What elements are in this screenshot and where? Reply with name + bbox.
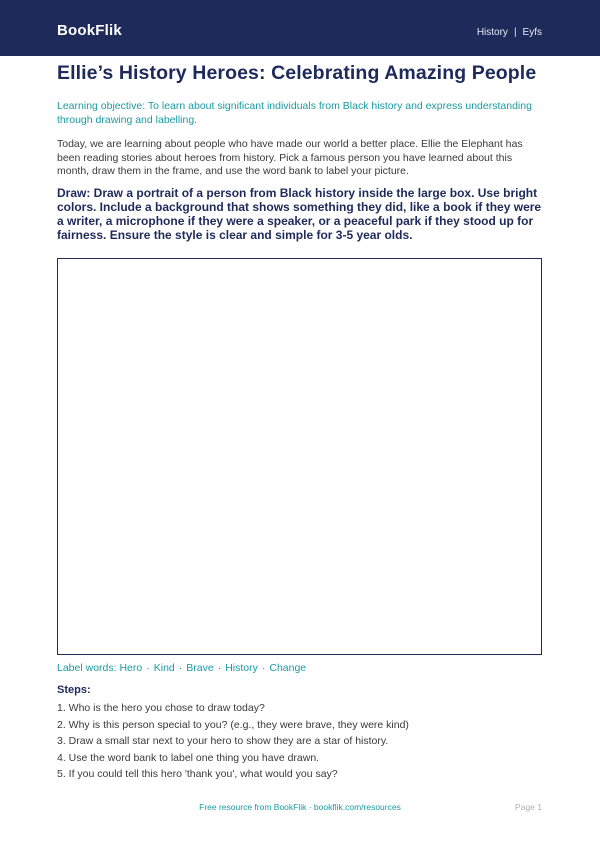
breadcrumb-separator: | [513,27,517,38]
word-bank-label: Label words: [57,662,117,674]
word-bank-word: Brave [186,662,214,674]
brand-logo[interactable]: BookFlik [57,22,122,39]
word-bank-word: Kind [153,662,175,674]
steps-list [57,701,409,784]
word-separator: · [217,662,222,674]
drawing-frame[interactable] [57,258,542,655]
intro-paragraph: Today, we are learning about people who have made our world a better place. Ellie the Elephant has been reading stories about heroes from history. Pick a famous person you have learned about this month, draw them in the frame, and use the word bank to label your picture. [57,138,523,177]
word-bank [57,662,306,674]
step-item: 5. If you could tell this hero 'thank you', what would you say? [57,768,338,780]
word-separator: · [178,662,183,674]
page-title: Ellie’s History Heroes: Celebrating Amazing People [57,62,537,84]
breadcrumb-level[interactable]: Eyfs [522,27,542,38]
word-bank-word: Change [269,662,307,674]
footer-text[interactable]: Free resource from BookFlik · bookflik.com/resources [199,802,401,812]
word-bank-word: History [225,662,258,674]
step-item: 3. Draw a small star next to your hero to show they are a star of history. [57,735,389,747]
step-item: 1. Who is the hero you chose to draw today? [57,702,265,714]
breadcrumb-subject[interactable]: History [476,27,508,38]
learning-objective: Learning objective: To learn about significant individuals from Black history and express understanding through drawing and labelling. [57,100,532,126]
breadcrumb [477,27,542,38]
word-separator: · [146,662,150,674]
step-item: 4. Use the word bank to label one thing you have drawn. [57,751,320,764]
word-bank-word: Hero [119,662,143,674]
word-separator: · [261,662,266,674]
page-number: Page 1 [515,802,542,812]
step-item: 2. Why is this person special to you? (e.g., they were brave, they were kind) [57,718,409,731]
draw-instructions: Draw: Draw a portrait of a person from Black history inside the large box. Use bright colors. Include a background that shows something they did, like a book if they were a writer, a microphone if they were a speaker, or a peaceful park if they stood up for fairness. Ensure the style is clear and simple for 3-5 year olds. [57,186,542,242]
steps-heading: Steps: [57,684,91,696]
header-bar [0,0,600,56]
